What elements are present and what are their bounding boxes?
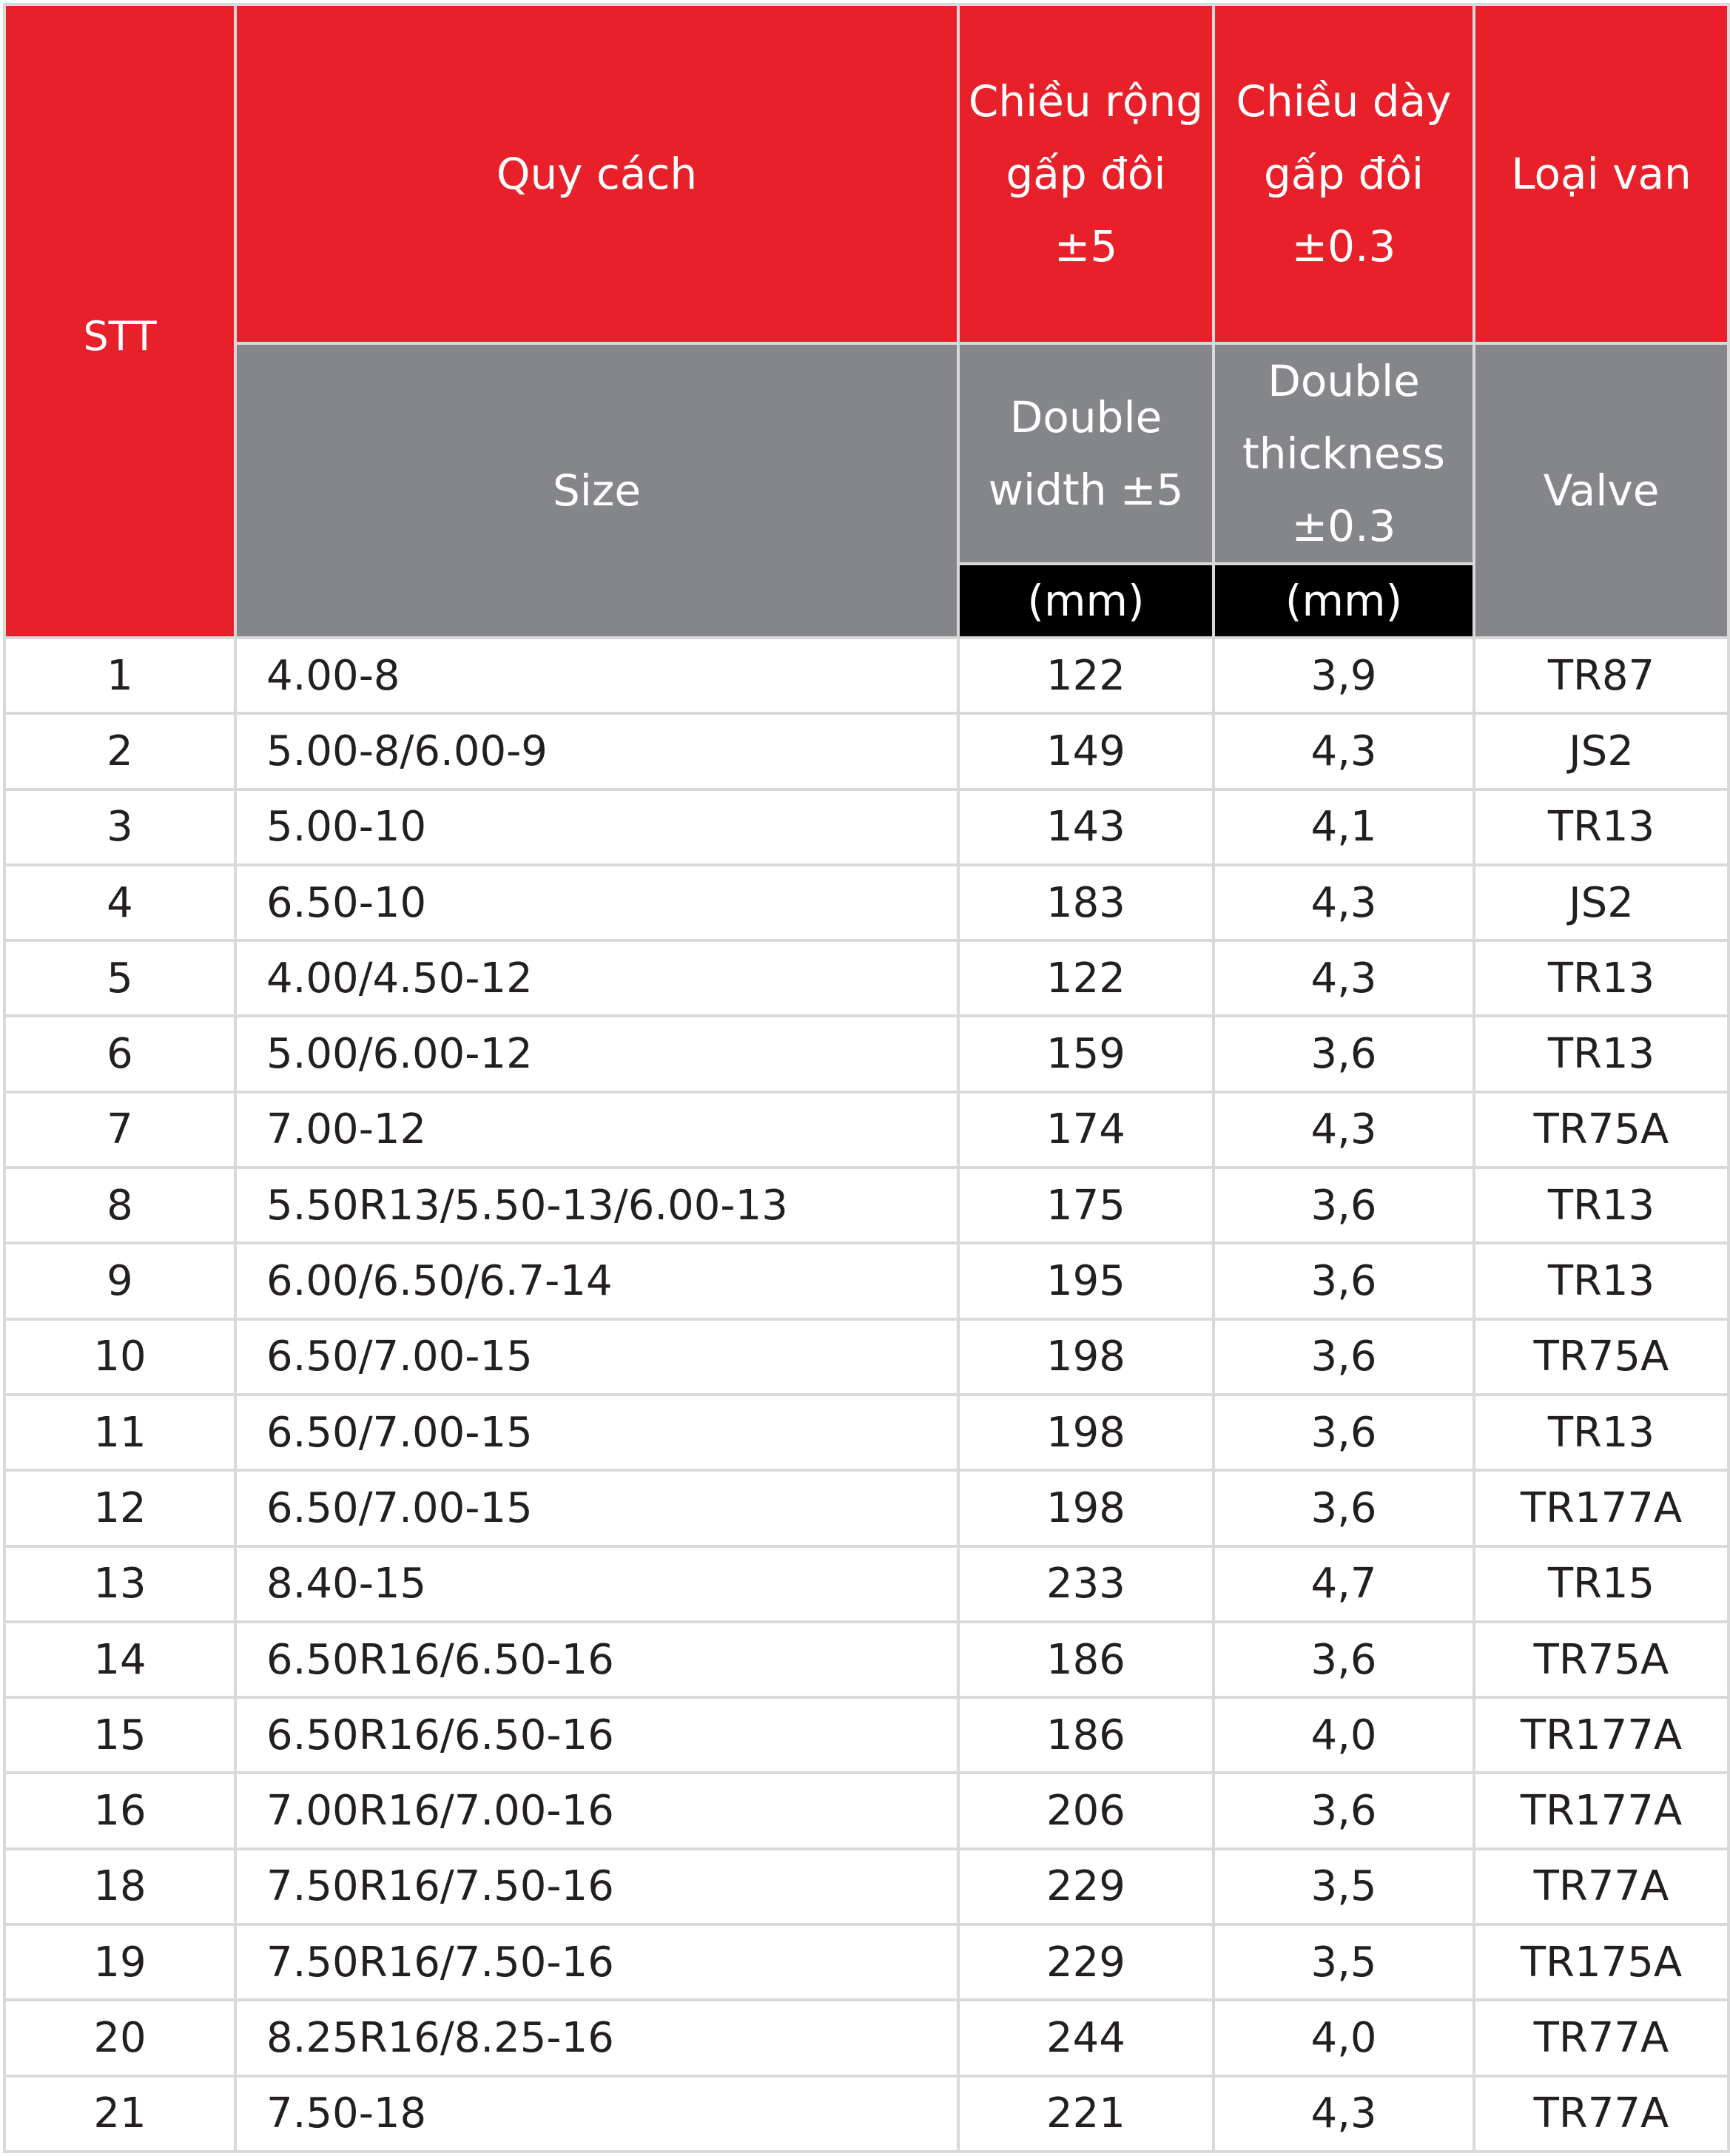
size-cell: 6.50/7.00-15: [235, 1395, 958, 1470]
valve-cell: JS2: [1474, 713, 1729, 789]
stt-cell: 14: [4, 1622, 235, 1697]
size-cell: 4.00/4.50-12: [235, 940, 958, 1016]
thickness-cell: 3,6: [1214, 1773, 1474, 1848]
thickness-cell: 3,6: [1214, 1319, 1474, 1395]
valve-cell: JS2: [1474, 865, 1729, 940]
width-unit-label: (mm): [958, 564, 1214, 638]
stt-header: STT: [4, 4, 235, 638]
table-body: [4, 638, 1729, 2152]
table-row: [4, 1319, 1729, 1395]
stt-cell: 1: [4, 638, 235, 713]
valve-cell: TR177A: [1474, 1773, 1729, 1848]
valve-cell: TR75A: [1474, 1622, 1729, 1697]
table-row: [4, 940, 1729, 1016]
size-cell: 6.50/7.00-15: [235, 1319, 958, 1395]
thickness-cell: 3,6: [1214, 1243, 1474, 1318]
valve-cell: TR77A: [1474, 1849, 1729, 1924]
valve-cell: TR13: [1474, 1395, 1729, 1470]
stt-cell: 11: [4, 1395, 235, 1470]
stt-cell: 7: [4, 1092, 235, 1168]
width-cell: 198: [958, 1319, 1214, 1395]
valve-cell: TR87: [1474, 638, 1729, 713]
valve-cell: TR175A: [1474, 1924, 1729, 2000]
thickness-header-en-line3: ±0.3: [1291, 501, 1396, 551]
size-cell: 5.00-10: [235, 789, 958, 865]
stt-cell: 5: [4, 940, 235, 1016]
thickness-header-vi-line2: gấp đôi: [1263, 149, 1424, 199]
width-cell: 229: [958, 1849, 1214, 1924]
table-row: [4, 1849, 1729, 1924]
valve-header-en: Valve: [1474, 343, 1729, 638]
stt-cell: 8: [4, 1168, 235, 1243]
table-row: [4, 2076, 1729, 2152]
table-row: [4, 2000, 1729, 2075]
size-cell: 5.00/6.00-12: [235, 1016, 958, 1091]
width-header-vi-line3: ±5: [1054, 221, 1118, 272]
thickness-unit-label: (mm): [1214, 564, 1474, 638]
width-cell: 149: [958, 713, 1214, 789]
width-header-en: [958, 343, 1214, 564]
thickness-cell: 4,3: [1214, 940, 1474, 1016]
stt-cell: 21: [4, 2076, 235, 2152]
valve-cell: TR13: [1474, 1168, 1729, 1243]
size-cell: 6.50R16/6.50-16: [235, 1697, 958, 1773]
valve-cell: TR13: [1474, 789, 1729, 865]
thickness-cell: 3,6: [1214, 1622, 1474, 1697]
table-row: [4, 1773, 1729, 1848]
width-header-en-line2: width ±5: [988, 465, 1184, 515]
table-row: [4, 1016, 1729, 1091]
valve-cell: TR177A: [1474, 1697, 1729, 1773]
size-header-en: Size: [235, 343, 958, 638]
thickness-header-vi: [1214, 4, 1474, 343]
table-row: [4, 1546, 1729, 1622]
thickness-cell: 4,3: [1214, 2076, 1474, 2152]
width-cell: 198: [958, 1395, 1214, 1470]
valve-cell: TR13: [1474, 1016, 1729, 1091]
table-row: [4, 713, 1729, 789]
table-row: [4, 1243, 1729, 1318]
width-header-vi-line1: Chiều rộng: [968, 76, 1204, 127]
stt-cell: 6: [4, 1016, 235, 1091]
width-header-vi: [958, 4, 1214, 343]
thickness-cell: 3,6: [1214, 1395, 1474, 1470]
thickness-cell: 4,7: [1214, 1546, 1474, 1622]
width-cell: 183: [958, 865, 1214, 940]
thickness-header-en-line1: Double: [1268, 356, 1420, 406]
size-cell: 7.50R16/7.50-16: [235, 1924, 958, 2000]
thickness-cell: 4,3: [1214, 1092, 1474, 1168]
table-row: [4, 1395, 1729, 1470]
width-cell: 186: [958, 1622, 1214, 1697]
size-cell: 6.50/7.00-15: [235, 1470, 958, 1546]
width-cell: 195: [958, 1243, 1214, 1318]
stt-cell: 18: [4, 1849, 235, 1924]
thickness-cell: 3,6: [1214, 1016, 1474, 1091]
stt-cell: 15: [4, 1697, 235, 1773]
table-row: [4, 1092, 1729, 1168]
thickness-cell: 3,5: [1214, 1924, 1474, 2000]
table-row: [4, 1470, 1729, 1546]
thickness-cell: 3,6: [1214, 1168, 1474, 1243]
size-cell: 6.50-10: [235, 865, 958, 940]
thickness-header-vi-line1: Chiều dày: [1236, 76, 1452, 127]
width-cell: 175: [958, 1168, 1214, 1243]
table-row: [4, 638, 1729, 713]
width-cell: 186: [958, 1697, 1214, 1773]
size-cell: 7.50-18: [235, 2076, 958, 2152]
stt-cell: 3: [4, 789, 235, 865]
size-cell: 7.00-12: [235, 1092, 958, 1168]
valve-cell: TR75A: [1474, 1319, 1729, 1395]
stt-cell: 13: [4, 1546, 235, 1622]
thickness-cell: 3,5: [1214, 1849, 1474, 1924]
valve-header-vi: Loại van: [1474, 4, 1729, 343]
size-cell: 5.50R13/5.50-13/6.00-13: [235, 1168, 958, 1243]
thickness-cell: 3,9: [1214, 638, 1474, 713]
stt-cell: 2: [4, 713, 235, 789]
table-row: [4, 1924, 1729, 2000]
tube-spec-table: [3, 3, 1730, 2153]
thickness-cell: 4,3: [1214, 713, 1474, 789]
valve-cell: TR77A: [1474, 2076, 1729, 2152]
width-cell: 122: [958, 638, 1214, 713]
width-cell: 143: [958, 789, 1214, 865]
thickness-header-vi-line3: ±0.3: [1291, 221, 1396, 272]
width-cell: 174: [958, 1092, 1214, 1168]
size-cell: 7.50R16/7.50-16: [235, 1849, 958, 1924]
thickness-header-en-line2: thickness: [1242, 428, 1445, 479]
valve-cell: TR77A: [1474, 2000, 1729, 2075]
width-cell: 122: [958, 940, 1214, 1016]
stt-cell: 9: [4, 1243, 235, 1318]
thickness-cell: 4,0: [1214, 1697, 1474, 1773]
stt-cell: 10: [4, 1319, 235, 1395]
size-cell: 5.00-8/6.00-9: [235, 713, 958, 789]
size-cell: 4.00-8: [235, 638, 958, 713]
valve-cell: TR177A: [1474, 1470, 1729, 1546]
width-cell: 229: [958, 1924, 1214, 2000]
stt-cell: 12: [4, 1470, 235, 1546]
valve-cell: TR13: [1474, 940, 1729, 1016]
stt-cell: 16: [4, 1773, 235, 1848]
stt-cell: 4: [4, 865, 235, 940]
width-cell: 233: [958, 1546, 1214, 1622]
thickness-header-en: [1214, 343, 1474, 564]
table-row: [4, 1168, 1729, 1243]
thickness-cell: 4,1: [1214, 789, 1474, 865]
table-row: [4, 1622, 1729, 1697]
table-row: [4, 789, 1729, 865]
size-cell: 6.50R16/6.50-16: [235, 1622, 958, 1697]
size-header-vi: Quy cách: [235, 4, 958, 343]
table-row: [4, 865, 1729, 940]
width-header-vi-line2: gấp đôi: [1006, 149, 1166, 199]
size-cell: 8.25R16/8.25-16: [235, 2000, 958, 2075]
size-cell: 7.00R16/7.00-16: [235, 1773, 958, 1848]
size-cell: 6.00/6.50/6.7-14: [235, 1243, 958, 1318]
table-row: [4, 1697, 1729, 1773]
width-cell: 244: [958, 2000, 1214, 2075]
width-header-en-line1: Double: [1009, 392, 1162, 442]
width-cell: 159: [958, 1016, 1214, 1091]
width-cell: 206: [958, 1773, 1214, 1848]
stt-cell: 19: [4, 1924, 235, 2000]
thickness-cell: 4,0: [1214, 2000, 1474, 2075]
thickness-cell: 4,3: [1214, 865, 1474, 940]
thickness-cell: 3,6: [1214, 1470, 1474, 1546]
table-header: [4, 4, 1729, 638]
width-cell: 221: [958, 2076, 1214, 2152]
valve-cell: TR75A: [1474, 1092, 1729, 1168]
valve-cell: TR15: [1474, 1546, 1729, 1622]
stt-cell: 20: [4, 2000, 235, 2075]
width-cell: 198: [958, 1470, 1214, 1546]
valve-cell: TR13: [1474, 1243, 1729, 1318]
size-cell: 8.40-15: [235, 1546, 958, 1622]
